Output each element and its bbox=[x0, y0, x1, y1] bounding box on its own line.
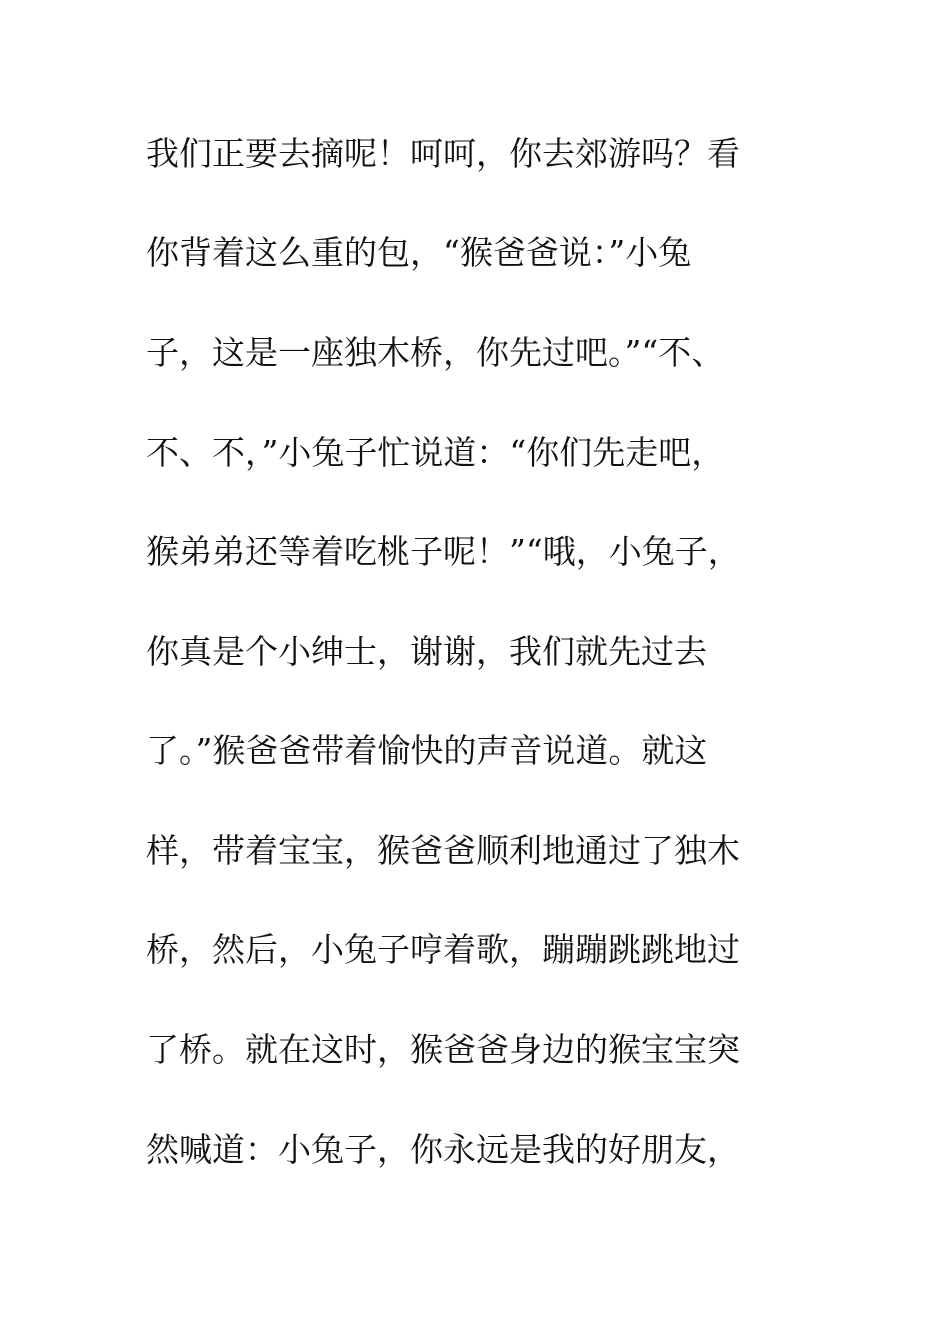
text-line: 你真是个小绅士，谢谢，我们就先过去 bbox=[146, 632, 707, 671]
text-line: 了桥。就在这时，猴爸爸身边的猴宝宝突 bbox=[146, 1030, 740, 1069]
text-line: 猴弟弟还等着吃桃子呢！”“哦，小兔子， bbox=[146, 532, 741, 571]
text-line: 了。”猴爸爸带着愉快的声音说道。就这 bbox=[146, 731, 708, 770]
text-line: 不、不，”小兔子忙说道：“你们先走吧， bbox=[146, 433, 725, 472]
text-line: 你背着这么重的包，“猴爸爸说：”小兔 bbox=[146, 233, 692, 272]
text-line: 子，这是一座独木桥，你先过吧。”“不、 bbox=[146, 333, 725, 372]
text-line: 然喊道：小兔子，你永远是我的好朋友， bbox=[146, 1130, 740, 1169]
text-line: 样，带着宝宝，猴爸爸顺利地通过了独木 bbox=[146, 831, 740, 870]
text-line: 桥，然后，小兔子哼着歌，蹦蹦跳跳地过 bbox=[146, 930, 740, 969]
text-line: 我们正要去摘呢！呵呵，你去郊游吗？看 bbox=[146, 134, 740, 173]
